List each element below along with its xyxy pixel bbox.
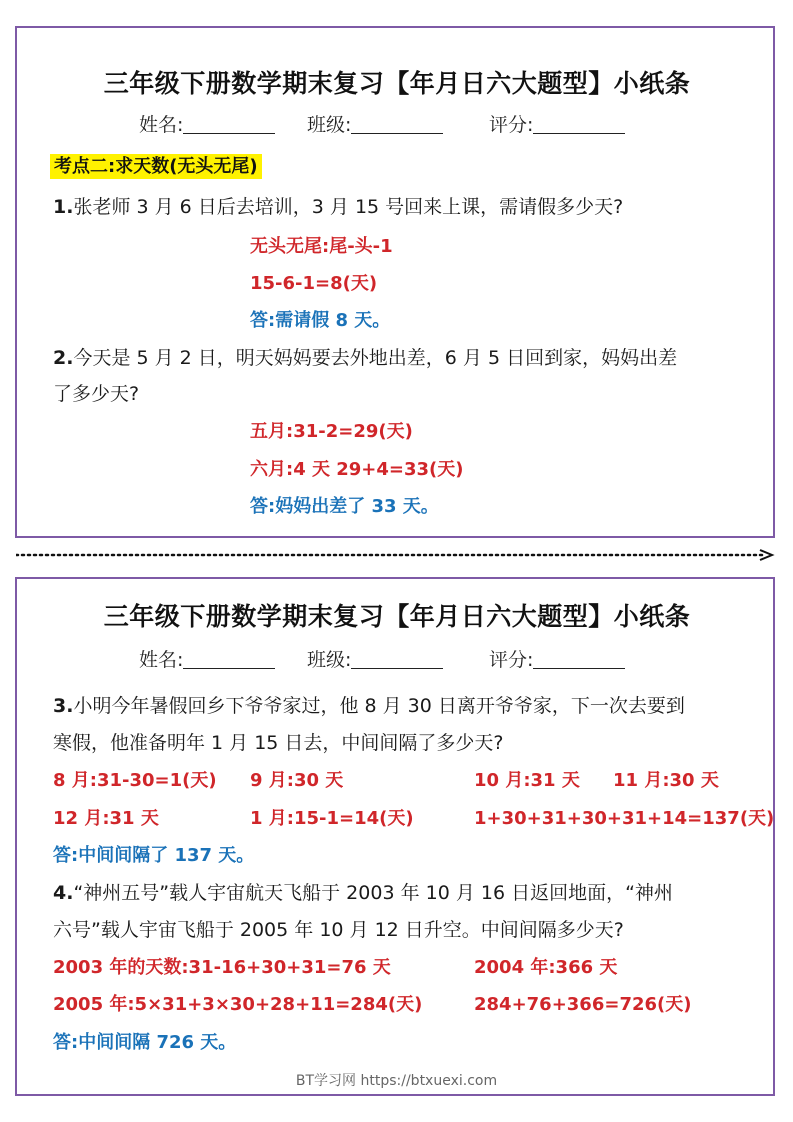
solution-cell: 1+30+31+30+31+14=137(天): [474, 808, 775, 829]
score-field: [489, 110, 625, 137]
question-text-cont: 六号”载人宇宙飞船于 2005 年 10 月 12 日升空。中间间隔多少天?: [53, 919, 624, 941]
topic-heading: [50, 152, 262, 178]
worksheet-card-2: [15, 577, 775, 1096]
card-title: 三年级下册数学期末复习【年月日六大题型】小纸条: [103, 602, 691, 631]
class-field: [307, 110, 443, 137]
name-blank: [183, 650, 275, 669]
card-title: 三年级下册数学期末复习【年月日六大题型】小纸条: [103, 69, 691, 98]
score-field: [489, 645, 625, 672]
name-label: 姓名:: [139, 649, 184, 671]
solution-cell: 11 月:30 天: [613, 770, 719, 791]
solution-cell: 8 月:31-30=1(天): [53, 770, 217, 791]
solution-cell: 2004 年:366 天: [474, 957, 618, 978]
class-field: [307, 645, 443, 672]
score-blank: [533, 115, 625, 134]
topic-highlight: 考点二:求天数(无头无尾): [50, 154, 262, 179]
cut-line-arrow: [16, 549, 776, 561]
name-field: [139, 645, 275, 672]
solution-line: 六月:4 天 29+4=33(天): [250, 459, 464, 480]
solution-cell: 1 月:15-1=14(天): [250, 808, 414, 829]
class-label: 班级:: [307, 649, 352, 671]
class-blank: [351, 650, 443, 669]
name-label: 姓名:: [139, 114, 184, 136]
footer-watermark: BT学习网 https://btxuexi.com: [295, 1073, 498, 1089]
solution-line: 无头无尾:尾-头-1: [250, 236, 393, 257]
name-field: [139, 110, 275, 137]
worksheet-card-1: [15, 26, 775, 538]
answer-line: 答:中间间隔 726 天。: [53, 1032, 237, 1053]
question-2: [53, 343, 677, 370]
solution-line: 五月:31-2=29(天): [250, 421, 413, 442]
question-number: 4.: [53, 882, 74, 904]
question-text: 今天是 5 月 2 日，明天妈妈要去外地出差，6 月 5 日回到家，妈妈出差: [73, 347, 678, 369]
answer-line: 答:需请假 8 天。: [250, 310, 391, 331]
question-3: [53, 691, 685, 718]
question-text: 张老师 3 月 6 日后去培训，3 月 15 号回来上课，需请假多少天?: [73, 196, 624, 218]
solution-line: 15-6-1=8(天): [250, 273, 378, 294]
question-1: [53, 192, 623, 219]
question-text: “神州五号”载人宇宙航天飞船于 2003 年 10 月 16 日返回地面，“神州: [73, 882, 673, 904]
solution-cell: 2005 年:5×31+3×30+28+11=284(天): [53, 994, 423, 1015]
score-label: 评分:: [489, 114, 534, 136]
question-text-cont: 寒假，他准备明年 1 月 15 日去，中间间隔了多少天?: [53, 732, 504, 754]
answer-line: 答:妈妈出差了 33 天。: [250, 496, 439, 517]
answer-line: 答:中间间隔了 137 天。: [53, 845, 255, 866]
question-4: [53, 878, 673, 905]
class-label: 班级:: [307, 114, 352, 136]
question-number: 1.: [53, 196, 74, 218]
name-blank: [183, 115, 275, 134]
class-blank: [351, 115, 443, 134]
question-number: 3.: [53, 695, 74, 717]
solution-cell: 9 月:30 天: [250, 770, 344, 791]
score-label: 评分:: [489, 649, 534, 671]
question-text: 小明今年暑假回乡下爷爷家过，他 8 月 30 日离开爷爷家，下一次去要到: [73, 695, 685, 717]
question-number: 2.: [53, 347, 74, 369]
solution-cell: 12 月:31 天: [53, 808, 159, 829]
solution-cell: 284+76+366=726(天): [474, 994, 692, 1015]
solution-cell: 2003 年的天数:31-16+30+31=76 天: [53, 957, 391, 978]
score-blank: [533, 650, 625, 669]
question-text-cont: 了多少天?: [53, 383, 140, 405]
solution-cell: 10 月:31 天: [474, 770, 580, 791]
